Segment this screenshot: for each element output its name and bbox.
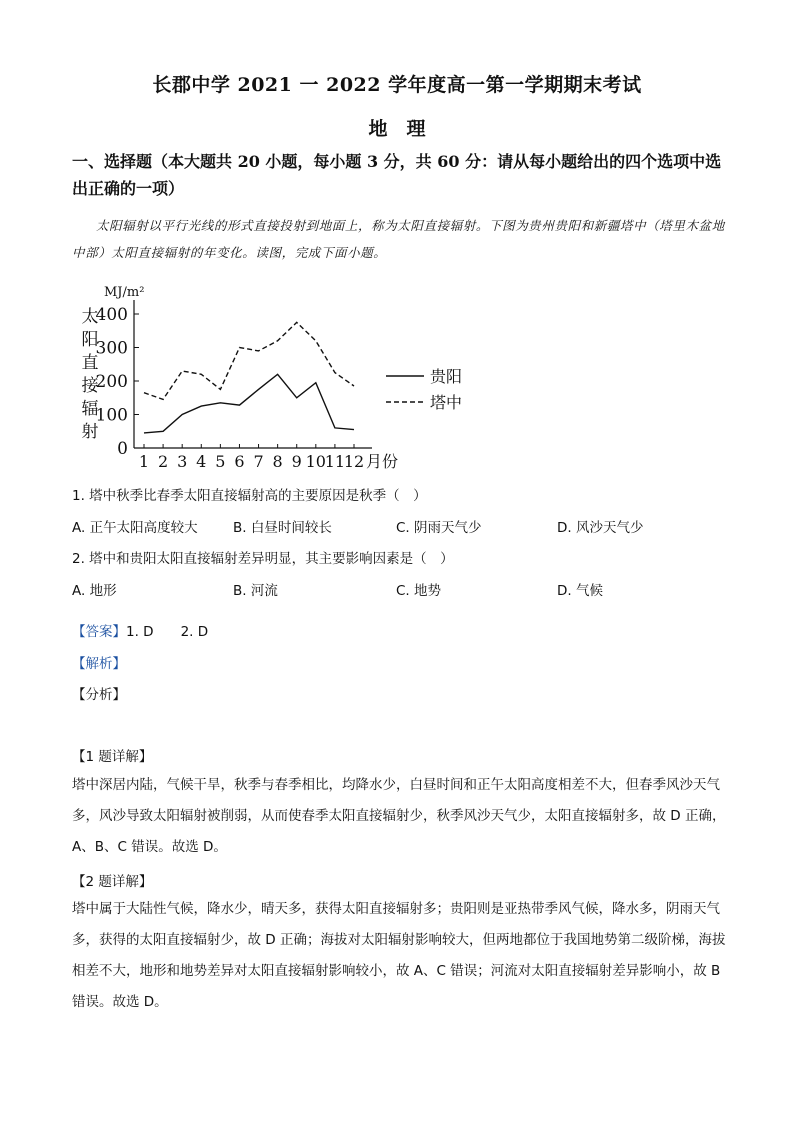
x-tick-label: 8 xyxy=(272,452,283,471)
y-axis-label-char: 太 xyxy=(81,307,99,327)
x-tick-label: 10 xyxy=(305,452,326,471)
x-tick-label: 5 xyxy=(215,452,226,471)
x-tick-label: 3 xyxy=(177,452,188,471)
y-unit-label: MJ/m² xyxy=(104,285,145,300)
x-tick-label: 7 xyxy=(253,452,264,471)
y-tick-label: 400 xyxy=(95,305,128,325)
q2-option-a[interactable]: A. 地形 xyxy=(72,583,117,599)
y-axis-label-char: 阳 xyxy=(81,330,99,350)
x-tick-label: 1 xyxy=(138,452,150,471)
fenxi-tag: 【分析】 xyxy=(72,687,126,703)
y-tick-label: 200 xyxy=(95,372,128,392)
q1-option-c[interactable]: C. 阴雨天气少 xyxy=(396,520,482,536)
y-axis-label-char: 直 xyxy=(81,353,99,373)
x-axis-suffix: 月份 xyxy=(365,452,399,471)
q1-option-a[interactable]: A. 正午太阳高度较大 xyxy=(72,520,198,536)
y-axis-label-char: 接 xyxy=(81,376,99,396)
y-tick-label: 300 xyxy=(95,338,128,359)
y-tick-label: 100 xyxy=(95,405,128,426)
legend-label: 塔中 xyxy=(430,393,463,412)
exam-title: 长郡中学 2021 一 2022 学年度高一第一学期期末考试 xyxy=(152,74,642,96)
question-2-stem: 2. 塔中和贵阳太阳直接辐射差异明显，其主要影响因素是（ ） xyxy=(72,551,454,567)
answer-text: 1. D 2. D xyxy=(126,624,209,640)
legend-label: 贵阳 xyxy=(430,367,463,386)
question-intro: 太阳辐射以平行光线的形式直接投射到地面上，称为太阳直接辐射。下图为贵州贵阳和新疆塔中（塔里木盆地中部）太阳直接辐射的年变化。读图，完成下面小题。 xyxy=(72,218,725,260)
x-tick-label: 4 xyxy=(196,452,207,471)
detail-1-heading: 【1 题详解】 xyxy=(72,749,153,765)
q2-option-c[interactable]: C. 地势 xyxy=(396,583,442,599)
analysis-tag: 【解析】 xyxy=(72,656,126,672)
question-1-stem: 1. 塔中秋季比春季太阳直接辐射高的主要原因是秋季（ ） xyxy=(72,488,427,504)
q1-option-d[interactable]: D. 风沙天气少 xyxy=(557,520,644,536)
y-tick-label: 0 xyxy=(117,439,128,459)
section-heading: 一、选择题（本大题共 20 小题，每小题 3 分，共 60 分：请从每小题给出的四个选项中选出正确的一项） xyxy=(72,152,722,198)
answer-line xyxy=(72,620,208,640)
y-axis-label-char: 射 xyxy=(81,422,99,442)
x-tick-label: 12 xyxy=(343,452,365,471)
q2-option-b[interactable]: B. 河流 xyxy=(233,583,278,599)
q1-option-b[interactable]: B. 白昼时间较长 xyxy=(233,520,332,536)
x-tick-label: 11 xyxy=(324,452,346,471)
x-tick-label: 2 xyxy=(157,452,169,471)
radiation-line-chart xyxy=(72,278,492,478)
q2-option-d[interactable]: D. 气候 xyxy=(557,583,603,599)
y-axis-label-char: 辐 xyxy=(81,399,99,419)
x-tick-label: 9 xyxy=(291,452,302,471)
subject-title: 地 理 xyxy=(368,118,426,140)
detail-1-text: 塔中深居内陆，气候干旱，秋季与春季相比，均降水少，白昼时间和正午太阳高度相差不大，但春季风沙天气多，风沙导致太阳辐射被削弱，从而使春季太阳直接辐射少，秋季风沙天气少，太阳直接辐射多，故 D 正确，A、B、C 错误。故选 D。 xyxy=(72,777,726,855)
series-line-guiyang xyxy=(144,374,354,433)
detail-2-text: 塔中属于大陆性气候，降水少，晴天多，获得太阳直接辐射多；贵阳则是亚热带季风气候，降水多，阴雨天气多，获得的太阳直接辐射少，故 D 正确；海拔对太阳辐射影响较大，但两地都位于我国地势第二级阶梯，海拔相差不大，地形和地势差异对太阳直接辐射影响较小，故 A、C 错误；河流对太阳直接辐射差异影响小，故 B 错误。故选 D。 xyxy=(72,901,726,1010)
series-line-tazhong xyxy=(144,322,354,399)
x-tick-label: 6 xyxy=(234,452,245,471)
answer-tag: 【答案】 xyxy=(72,624,126,640)
detail-2-heading: 【2 题详解】 xyxy=(72,874,153,890)
